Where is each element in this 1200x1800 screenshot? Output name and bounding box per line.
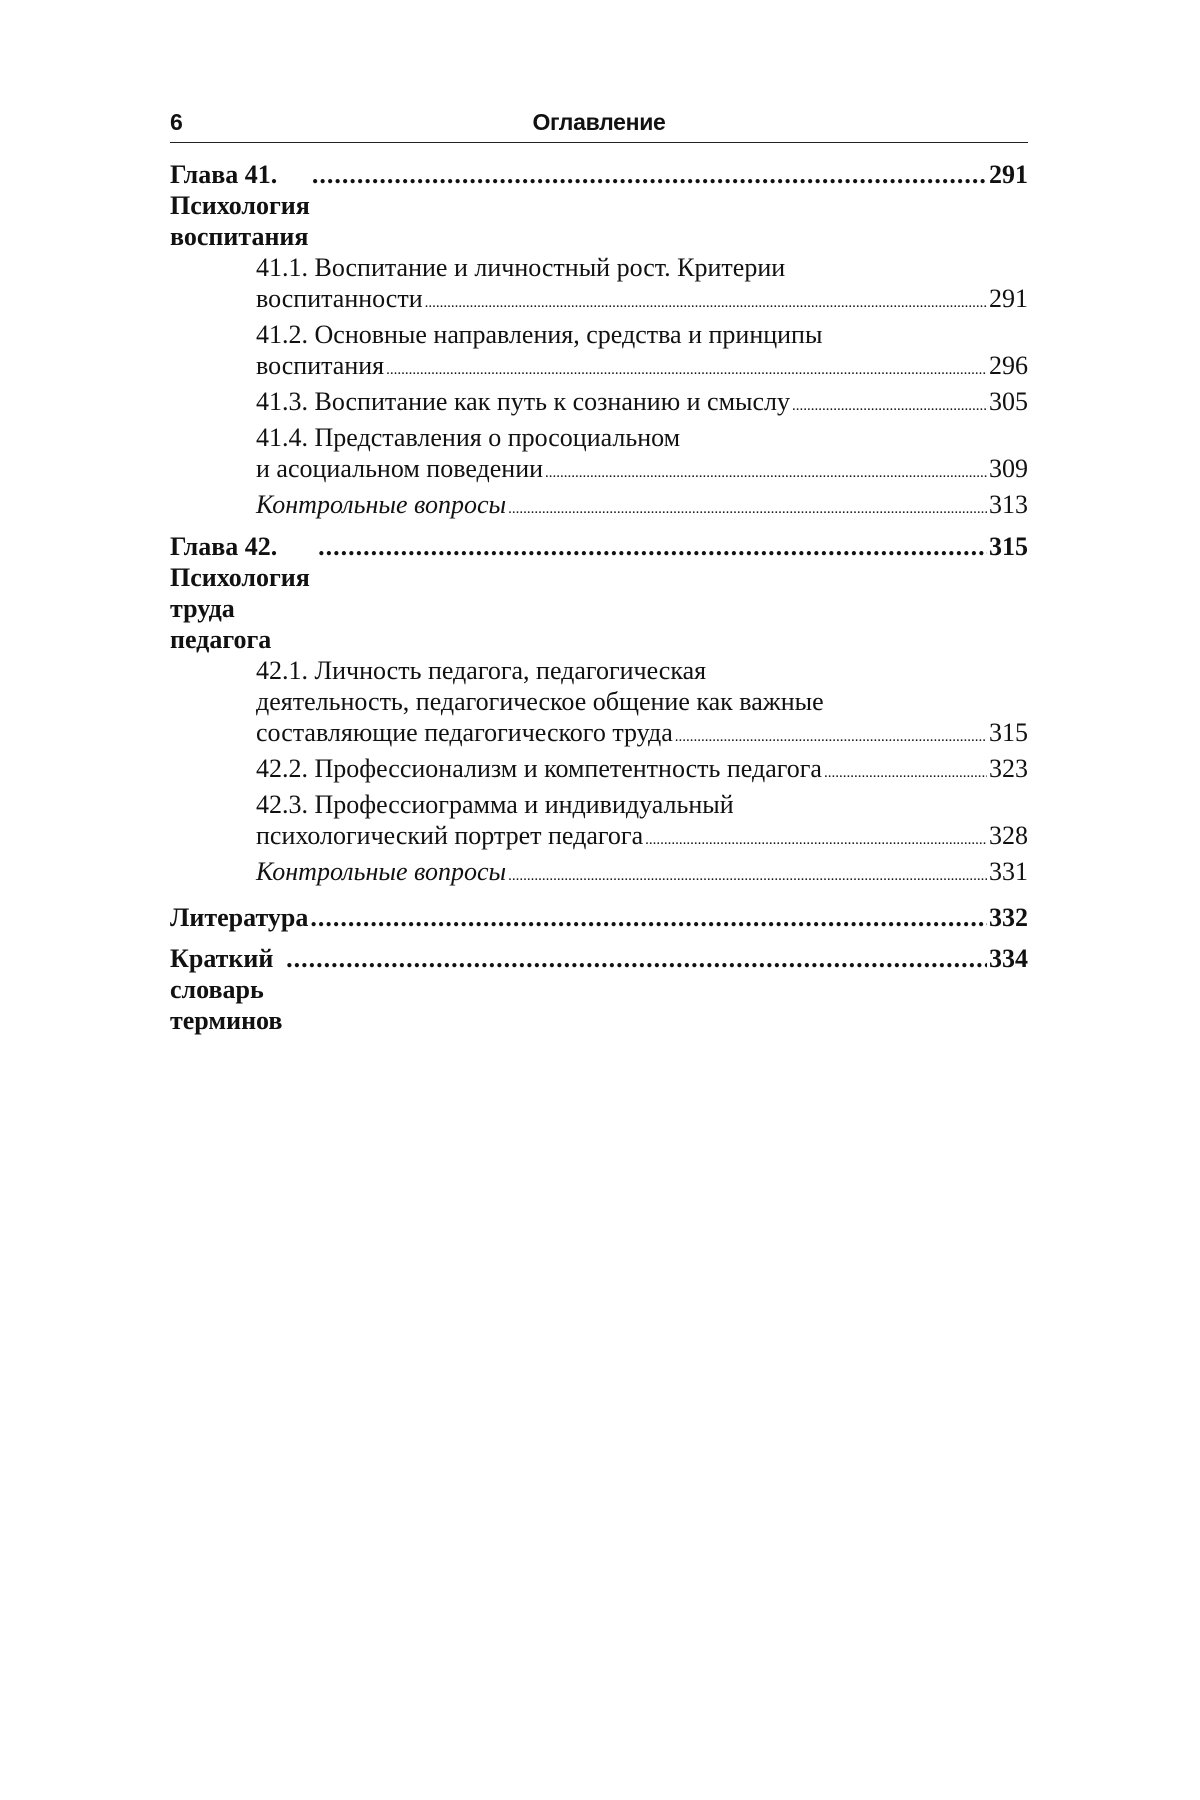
page-ref: 291: [989, 284, 1028, 313]
page-number: 6: [170, 109, 183, 135]
page-ref: 315: [989, 532, 1028, 561]
dot-leader: [545, 458, 987, 489]
dot-leader: [645, 825, 987, 856]
dot-leader: [310, 902, 987, 933]
toc-entry[interactable]: [170, 422, 1028, 489]
dot-leader: [792, 391, 987, 422]
toc-chapter-title[interactable]: [170, 531, 1028, 655]
dot-leader: [824, 758, 987, 789]
toc-entry[interactable]: [170, 789, 1028, 856]
toc-chapter-title[interactable]: [170, 159, 1028, 252]
running-head: [170, 104, 1028, 143]
dot-leader: [508, 861, 987, 892]
entry-title-line: 41.3. Воспитание как путь к сознанию и смыслу: [256, 387, 791, 416]
page-ref: 332: [989, 903, 1028, 932]
toc-literature[interactable]: [170, 902, 1028, 933]
dot-leader: [312, 159, 987, 190]
entry-title-line: деятельность, педагогическое общение как важные: [256, 687, 824, 716]
toc-entry[interactable]: [170, 655, 1028, 753]
dot-leader: [386, 355, 987, 386]
dot-leader: [318, 531, 987, 562]
page-ref: 328: [989, 821, 1028, 850]
toc-entry[interactable]: [170, 856, 1028, 892]
page-ref: 309: [989, 454, 1028, 483]
entry-title-line: 42.1. Личность педагога, педагогическая: [256, 656, 707, 685]
page-ref: 305: [989, 387, 1028, 416]
toc-entry[interactable]: [170, 489, 1028, 525]
entry-title-line: и асоциальном поведении: [256, 454, 544, 483]
review-questions-label: Контрольные вопросы: [256, 490, 507, 519]
entry-title-line: воспитанности: [256, 284, 423, 313]
page-ref: 291: [989, 160, 1028, 189]
page-ref: 313: [989, 490, 1028, 519]
dot-leader: [508, 494, 987, 525]
page-ref: 334: [989, 944, 1028, 973]
entry-title-line: составляющие педагогического труда: [256, 718, 673, 747]
dot-leader: [675, 722, 987, 753]
glossary-title: Краткий словарь терминов: [170, 944, 283, 1035]
chapter-title-text: Глава 42. Психология труда педагога: [170, 532, 310, 654]
dot-leader: [286, 943, 987, 974]
review-questions-label: Контрольные вопросы: [256, 857, 507, 886]
page-ref: 315: [989, 718, 1028, 747]
toc-page: [170, 104, 1028, 1036]
dot-leader: [425, 288, 987, 319]
toc-entry[interactable]: [170, 386, 1028, 422]
entry-title-line: 41.1. Воспитание и личностный рост. Критерии: [256, 253, 786, 282]
entry-title-line: 42.2. Профессионализм и компетентность педагога: [256, 754, 822, 783]
toc-chapter: [170, 159, 1028, 525]
entry-title-line: 41.2. Основные направления, средства и принципы: [256, 320, 823, 349]
page-ref: 296: [989, 351, 1028, 380]
page-title: Оглавление: [532, 109, 666, 135]
toc-chapter: [170, 531, 1028, 892]
page-ref: 323: [989, 754, 1028, 783]
entry-title-line: психологический портрет педагога: [256, 821, 644, 850]
toc-glossary[interactable]: [170, 943, 1028, 1036]
entry-title-line: 41.4. Представления о просоциальном: [256, 423, 681, 452]
entry-title-line: 42.3. Профессиограмма и индивидуальный: [256, 790, 734, 819]
chapter-title-text: Глава 41. Психология воспитания: [170, 160, 310, 251]
toc-entry[interactable]: [170, 319, 1028, 386]
toc-entry[interactable]: [170, 252, 1028, 319]
toc-entry[interactable]: [170, 753, 1028, 789]
literature-title: Литература: [170, 903, 309, 932]
entry-title-line: воспитания: [256, 351, 385, 380]
table-of-contents: [170, 159, 1028, 1036]
page-ref: 331: [989, 857, 1028, 886]
